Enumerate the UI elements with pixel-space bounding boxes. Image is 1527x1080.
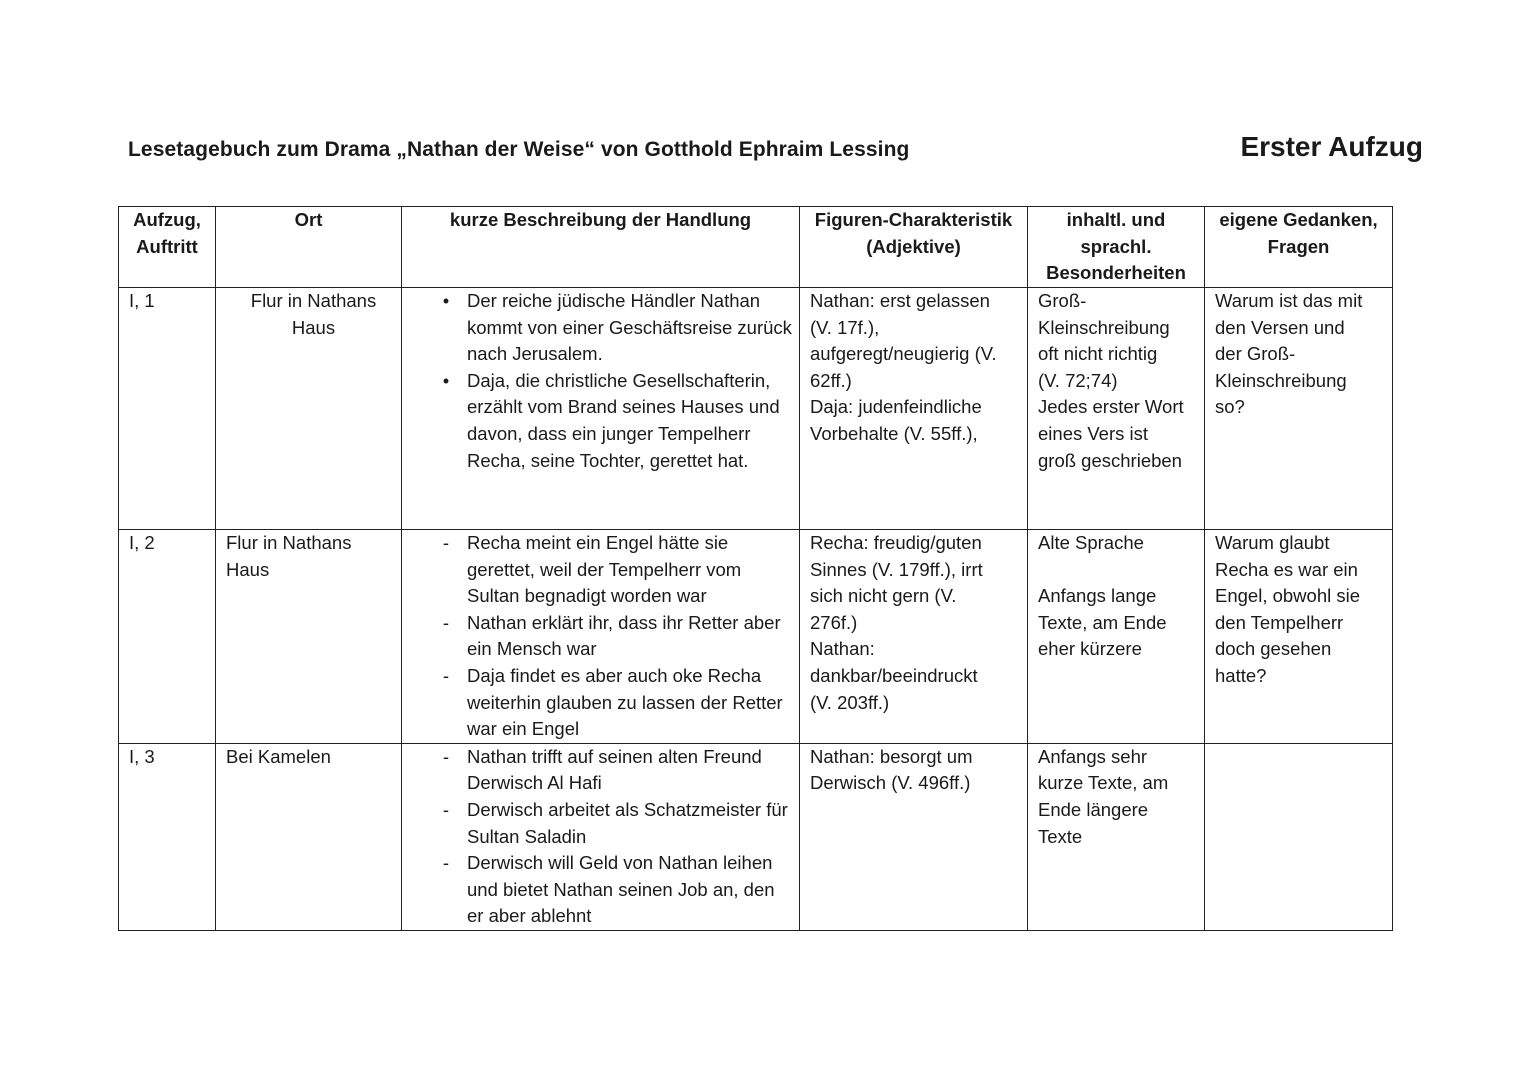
plot-list-item: - Daja findet es aber auch oke Recha weiterhin glauben zu lassen der Retter war ein Engel	[402, 663, 799, 743]
plot-list-item: - Nathan trifft auf seinen alten Freund Derwisch Al Hafi	[402, 744, 799, 797]
bullet-icon: •	[442, 369, 450, 391]
plot-list-item: - Derwisch will Geld von Nathan leihen und bietet Nathan seinen Job an, den er aber ablehnt	[402, 850, 799, 930]
document-title: Lesetagebuch zum Drama „Nathan der Weise“ von Gotthold Ephraim Lessing	[128, 138, 910, 161]
plot-list-item: - Derwisch arbeitet als Schatzmeister für Sultan Saladin	[402, 797, 799, 850]
table-row	[119, 288, 1393, 530]
characters-cell: Nathan: erst gelassen (V. 17f.), aufgeregt/neugierig (V. 62ff.) Daja: judenfeindliche Vorbehalte (V. 55ff.),	[800, 288, 1028, 530]
features-cell: Alte Sprache Anfangs lange Texte, am Ende eher kürzere	[1028, 530, 1205, 744]
table-header-row	[119, 207, 1393, 288]
column-header-plot: kurze Beschreibung der Handlung	[402, 207, 800, 288]
plot-list-item: - Recha meint ein Engel hätte sie gerettet, weil der Tempelherr vom Sultan begnadigt worden war	[402, 530, 799, 610]
thoughts-cell	[1205, 743, 1393, 930]
column-header-location: Ort	[216, 207, 402, 288]
act-heading: Erster Aufzug	[1240, 131, 1423, 162]
column-header-features: inhaltl. und sprachl. Besonderheiten	[1028, 207, 1205, 288]
dash-icon: -	[442, 664, 450, 686]
location-cell: Bei Kamelen	[216, 743, 402, 930]
bullet-icon: •	[442, 290, 450, 311]
dash-icon: -	[442, 611, 450, 633]
scene-cell: I, 2	[119, 530, 216, 744]
dash-icon: -	[442, 745, 450, 767]
characters-cell: Recha: freudig/guten Sinnes (V. 179ff.), irrt sich nicht gern (V. 276f.) Nathan: dankbar/beeindruckt (V. 203ff.)	[800, 530, 1028, 744]
thoughts-cell: Warum ist das mit den Versen und der Groß- Kleinschreibung so?	[1205, 288, 1393, 530]
scene-cell: I, 3	[119, 743, 216, 930]
location-cell: Flur in Nathans Haus	[216, 530, 402, 744]
features-cell: Groß- Kleinschreibung oft nicht richtig (V. 72;74) Jedes erster Wort eines Vers ist groß geschrieben	[1028, 288, 1205, 530]
plot-cell	[402, 530, 800, 744]
dash-icon: -	[442, 852, 450, 874]
plot-cell	[402, 743, 800, 930]
characters-cell: Nathan: besorgt um Derwisch (V. 496ff.)	[800, 743, 1028, 930]
dash-icon: -	[442, 532, 450, 553]
scene-cell: I, 1	[119, 288, 216, 530]
thoughts-cell: Warum glaubt Recha es war ein Engel, obwohl sie den Tempelherr doch gesehen hatte?	[1205, 530, 1393, 744]
table-row	[119, 530, 1393, 744]
plot-list-item: • Daja, die christliche Gesellschafterin, erzählt vom Brand seines Hauses und davon, dass ein junger Tempelherr Recha, seine Tochter, gerettet hat.	[402, 368, 799, 474]
features-cell: Anfangs sehr kurze Texte, am Ende längere Texte	[1028, 743, 1205, 930]
column-header-thoughts: eigene Gedanken, Fragen	[1205, 207, 1393, 288]
column-header-characters: Figuren-Charakteristik (Adjektive)	[800, 207, 1028, 288]
dash-icon: -	[442, 798, 450, 820]
plot-list-item: • Der reiche jüdische Händler Nathan kommt von einer Geschäftsreise zurück nach Jerusalem.	[402, 288, 799, 368]
plot-list-item: - Nathan erklärt ihr, dass ihr Retter aber ein Mensch war	[402, 610, 799, 663]
location-cell: Flur in Nathans Haus	[216, 288, 402, 530]
reading-diary-table	[118, 206, 1393, 931]
table-row	[119, 743, 1393, 930]
column-header-scene: Aufzug, Auftritt	[119, 207, 216, 288]
plot-cell	[402, 288, 800, 530]
